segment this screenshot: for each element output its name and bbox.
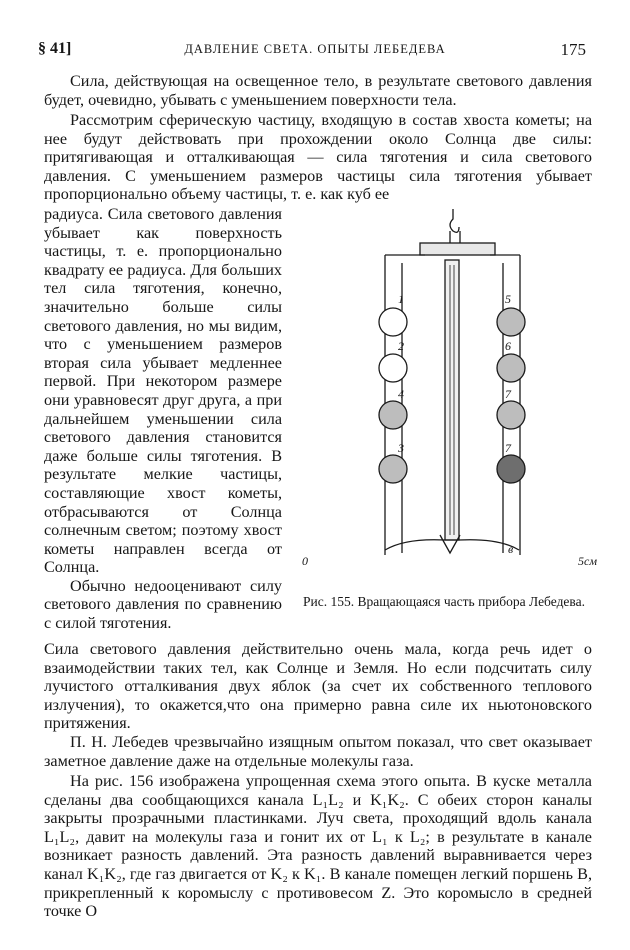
label-5: 5 [505, 292, 511, 306]
running-title: ДАВЛЕНИЕ СВЕТА. ОПЫТЫ ЛЕБЕДЕВА [184, 42, 446, 56]
paragraph-3-start: Обычно недооценивают силу светового давления по сравнению с силой тяготения. [44, 576, 282, 633]
sphere-2 [379, 354, 407, 382]
page-number: 175 [560, 40, 586, 59]
sphere-6 [497, 354, 525, 382]
paragraph-2-left-text: радиуса. Сила светового давления убывает как поверхность частицы, т. е. пропорционально квадрату ее радиуса. Для больших тел сила тяготения, конечно, значительно больше силы светового давления, но мы видим, что с уменьшением размеров вторая сила убывает медленнее первой. При некотором размере они уравновесят друг друга, а при дальнейшем уменьшении сила светового давления становится даже больше силы тяготения. В результате мелкие частицы, составляющие хвост кометы, отбрасываются от Солнца солнечным светом; поэтому хвост кометы направлен всегда от Солнца. [44, 205, 282, 577]
paragraph-1 [44, 72, 592, 109]
paragraph-4 [44, 733, 592, 770]
top-crossbar [420, 243, 495, 255]
section-number: § 41] [38, 40, 72, 57]
sphere-4 [379, 401, 407, 429]
paragraph-5-text: На рис. 156 изображена упрощенная схема этого опыта. В куске металла сделаны два сообщающихся канала L₁L₂ и K₁K₂. С обеих сторон каналы закрыты прозрачными пластинками. Луч света, проходящий вдоль канала L₁L₂, давит на молекулы газа и гонит их от L₁ к L₂; в результате в канале возникает разность давлений. Эта разность давлений выравнивается через канал K₁K₂, где газ двигается от K₂ к K₁. В канале помещен легкий поршень B, прикрепленный к коромыслу с противовесом Z. Это коромысло в средней точке O [44, 772, 592, 921]
label-1: 1 [398, 292, 404, 306]
label-b: в [508, 542, 514, 556]
hook-icon [450, 209, 459, 232]
paragraph-4-text: П. Н. Лебедев чрезвычайно изящным опытом показал, что свет оказывает заметное давление даже на отдельные молекулы газа. [44, 733, 592, 770]
paragraph-2 [44, 111, 592, 204]
figure-caption: Рис. 155. Вращающаяся часть прибора Лебедева. [303, 594, 585, 609]
sphere-5 [497, 308, 525, 336]
scale-end: 5см [578, 554, 597, 565]
label-3: 3 [398, 441, 404, 455]
sphere-7a [497, 401, 525, 429]
paragraph-2-text: Рассмотрим сферическую частицу, входящую в состав хвоста кометы; на нее будут действовать при прохождении около Солнца две силы: притягивающая и отталкивающая — сила тяготения и сила светового давления. С уменьшением размеров частицы сила тяготения убывает пропорционально объему частицы, т. е. как куб ее [44, 111, 592, 204]
central-tube [445, 260, 459, 540]
paragraph-2-continued [44, 205, 282, 633]
paragraph-1-text: Сила, действующая на освещенное тело, в результате светового давления будет, очевидно, убывать с уменьшением поверхности тела. [44, 72, 592, 109]
paragraph-3-text: Сила светового давления действительно очень мала, когда речь идет о взаимодействии таких тел, как Солнце и Земля. Но если подсчитать силу лучистого отталкивания двух яблок (за счет их собственного теплового излучения), то окажется,что она примерно равна силе их ньютоновского притяжения. [44, 640, 592, 733]
sphere-3 [379, 455, 407, 483]
label-6: 6 [505, 339, 511, 353]
paragraph-5 [44, 772, 592, 921]
scale-zero: 0 [302, 554, 308, 565]
sphere-7b [497, 455, 525, 483]
lebedev-device-figure [290, 205, 620, 565]
label-7b: 7 [505, 441, 511, 455]
label-2: 2 [398, 339, 404, 353]
paragraph-3-continued [44, 640, 592, 733]
label-7a: 7 [505, 387, 511, 401]
sphere-1 [379, 308, 407, 336]
label-4: 4 [398, 387, 404, 401]
